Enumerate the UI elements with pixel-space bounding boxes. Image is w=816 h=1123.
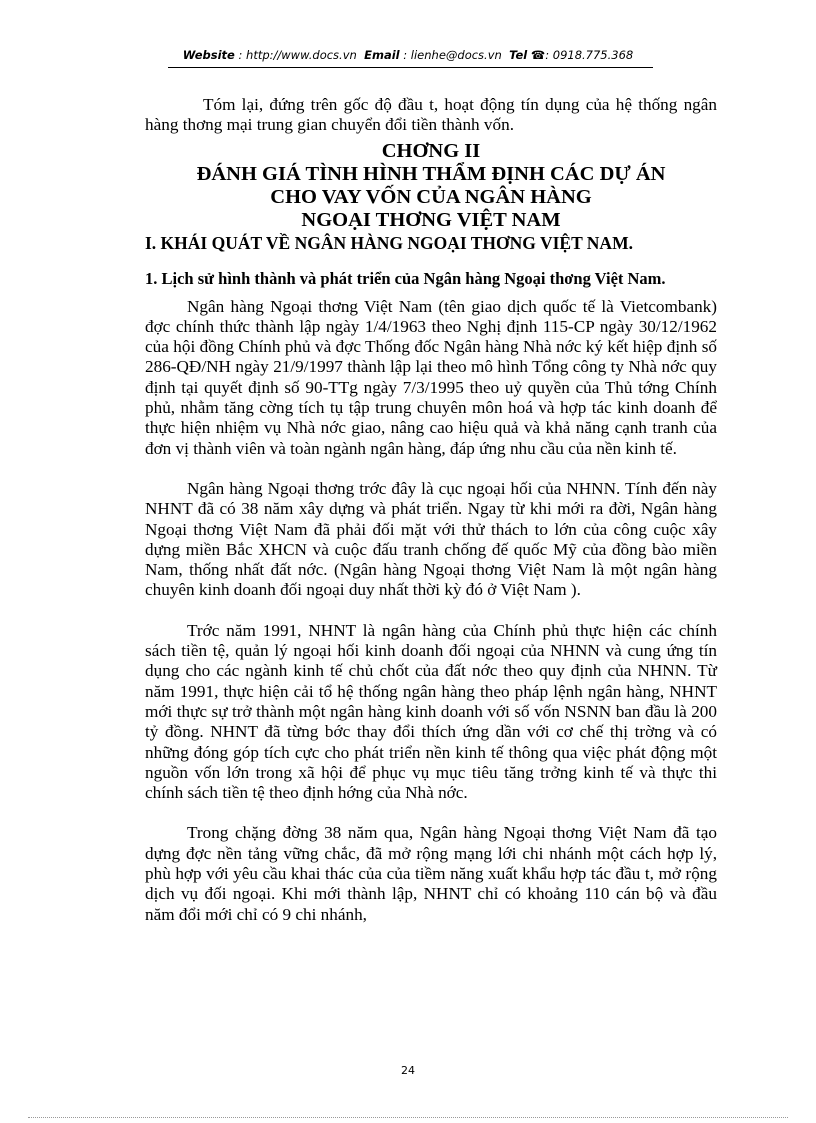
phone-icon: ☎ — [530, 48, 546, 62]
body-paragraph-2: Ngân hàng Ngoại thơng trớc đây là cục ngoại hối của NHNN. Tính đến này NHNT đã có 38 năm xây dựng và phát triển. Ngay từ khi mới ra đời, Ngân hàng Ngoại thơng Việt Nam đã phải đối mặt với thử thách to lớn của công cuộc xây dựng miền Bắc XHCN và cuộc đấu tranh chống đế quốc Mỹ của đồng bào miền Nam, thống nhất đất nớc. (Ngân hàng Ngoại thơng Việt Nam là một ngân hàng chuyên kinh doanh đối ngoại duy nhất thời kỳ đó ở Việt Nam ). — [145, 478, 717, 600]
page-number: 24 — [401, 1064, 415, 1077]
chapter-title-line-3: NGOẠI THƠNG VIỆT NAM — [301, 208, 561, 231]
tel-label: Tel — [509, 48, 528, 62]
chapter-title-line-1: ĐÁNH GIÁ TÌNH HÌNH THẨM ĐỊNH CÁC DỰ ÁN — [196, 162, 666, 185]
website-value: : http://www.docs.vn — [238, 48, 357, 62]
header-divider — [168, 67, 653, 68]
chapter-title-line-2: CHO VAY VỐN CỦA NGÂN HÀNG — [270, 185, 592, 208]
email-value: : lienhe@docs.vn — [403, 48, 502, 62]
page-header — [0, 48, 816, 62]
email-label: Email — [364, 48, 400, 62]
subsection-heading: 1. Lịch sử hình thành và phát triển của Ngân hàng Ngoại thơng Việt Nam. — [145, 268, 666, 288]
document-body — [145, 95, 717, 925]
footer-divider — [28, 1117, 788, 1118]
tel-value: : 0918.775.368 — [545, 48, 634, 62]
body-paragraph-1: Ngân hàng Ngoại thơng Việt Nam (tên giao dịch quốc tế là Vietcombank) đợc chính thức thành lập ngày 1/4/1963 theo Nghị định 115-CP ngày 30/12/1962 của hội đồng Chính phủ và đợc Thống đốc Ngân hàng Nhà nớc ký kết hiệp định số 286-QĐ/NH ngày 21/9/1997 thành lập lại theo mô hình Tổng công ty Nhà nớc quy định tại quyết định số 90-TTg ngày 7/3/1995 theo uỷ quyền của Thủ tớng Chính phủ, nhằm tăng cờng tích tụ tập trung chuyên môn hoá và hợp tác kinh doanh để thực hiện nhiệm vụ Nhà nớc giao, nâng cao hiệu quả và khả năng cạnh tranh của đơn vị thành viên và toàn ngành ngân hàng, đáp ứng nhu cầu của nền kinh tế. — [145, 296, 717, 458]
website-label: Website — [182, 48, 235, 62]
chapter-title — [145, 140, 717, 232]
body-paragraph-3: Trớc năm 1991, NHNT là ngân hàng của Chính phủ thực hiện các chính sách tiền tệ, quản lý ngoại hối kinh doanh đối ngoại của NHNN và cung ứng tín dụng cho các ngành kinh tế chủ chốt của đất nớc theo quy định của NHNN. Từ năm 1991, thực hiện cải tổ hệ thống ngân hàng theo pháp lệnh ngân hàng, NHNT mới thực sự trở thành một ngân hàng kinh doanh với số vốn NSNN ban đầu là 200 tỷ đồng. NHNT đã từng bớc thay đổi thích ứng dần với cơ chế thị trờng và có những đóng góp tích cực cho phát triển nền kinh tế thông qua việc phát động một nguồn vốn lớn trong xã hội để phục vụ mục tiêu tăng trởng kinh tế và thực thi chính sách tiền tệ theo định hớng của Nhà nớc. — [145, 620, 717, 803]
section-heading: I. KHÁI QUÁT VỀ NGÂN HÀNG NGOẠI THƠNG VIỆT NAM. — [145, 232, 633, 253]
body-paragraph-4: Trong chặng đờng 38 năm qua, Ngân hàng Ngoại thơng Việt Nam đã tạo dựng đợc nền tảng vững chắc, đã mở rộng mạng lới chi nhánh một cách hợp lý, phù hợp với yêu cầu khai thác của của tiềm năng xuất khẩu hợp tác đầu t, mở rộng dịch vụ đối ngoại. Khi mới thành lập, NHNT chỉ có khoảng 110 cán bộ và đầu năm đổi mới chỉ có 9 chi nhánh, — [145, 823, 717, 924]
intro-paragraph: Tóm lại, đứng trên gốc độ đầu t, hoạt động tín dụng của hệ thống ngân hàng thơng mại trung gian chuyển đổi tiền thành vốn. — [145, 95, 717, 135]
chapter-number: CHƠNG II — [381, 139, 481, 162]
